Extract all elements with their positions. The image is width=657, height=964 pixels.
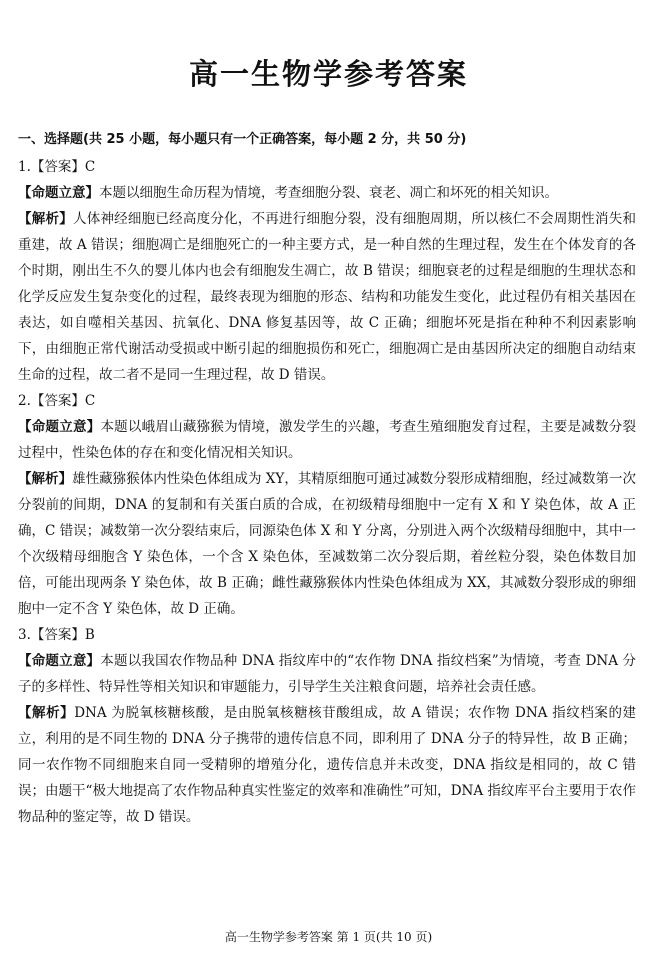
question-2-answer: 2.【答案】C [18, 393, 96, 409]
intent-text: 本题以我国农作物品种 DNA 指纹库中的“农作物 DNA 指纹档案”为情境，考查 DNA 分子的多样性、特异性等相关知识和审题能力，引导学生关注粮食问题，培养社会责任感。 [18, 653, 636, 695]
page-footer: 高一生物学参考答案 第 1 页(共 10 页) [224, 930, 433, 944]
analysis-text: DNA 为脱氧核糖核酸，是由脱氧核糖核苷酸组成，故 A 错误；农作物 DNA 指纹档案的建立，利用的是不同生物的 DNA 分子携带的遗传信息不同，即利用了 DNA 分子的特异性，故 B 正确；同一农作物不同细胞来自同一受精卵的增殖分化，遗传信息并未改变，DNA 指纹是相同的，故 C 错误；由题干“极大地提高了农作物品种真实性鉴定的效率和准确性”可知，DNA 指纹库平台主要用于农作物品种的鉴定等，故 D 错误。 [18, 705, 636, 825]
question-3-analysis [18, 700, 636, 830]
question-1 [18, 154, 636, 388]
question-1-answer: 1.【答案】C [18, 159, 96, 175]
intent-text: 本题以峨眉山藏猕猴为情境，激发学生的兴趣，考查生殖细胞发育过程，主要是减数分裂过程中，性染色体的存在和变化情况相关知识。 [18, 419, 637, 461]
analysis-label: 【解析】 [18, 705, 75, 721]
analysis-label: 【解析】 [18, 211, 73, 227]
section-header: 一、选择题(共 25 小题，每小题只有一个正确答案，每小题 2 分，共 50 分) [18, 132, 467, 147]
intent-label: 【命题立意】 [18, 185, 99, 201]
question-2-analysis [18, 466, 636, 622]
analysis-text: 人体神经细胞已经高度分化，不再进行细胞分裂，没有细胞周期，所以核仁不会周期性消失和重建，故 A 错误；细胞凋亡是细胞死亡的一种主要方式，是一种自然的生理过程，发生在个体发育的各个时期，刚出生不久的婴儿体内也会有细胞发生凋亡，故 B 错误；细胞衰老的过程是细胞的生理状态和化学反应发生复杂变化的过程，最终表现为细胞的形态、结构和功能发生变化，此过程仍有相关基因在表达，如自噬相关基因、抗氧化、DNA 修复基因等，故 C 正确；细胞坏死是指在种种不利因素影响下，由细胞正常代谢活动受损或中断引起的细胞损伤和死亡，细胞凋亡是由基因所决定的细胞自动结束生命的过程，故二者不是同一生理过程，故 D 错误。 [18, 211, 637, 383]
question-3 [18, 622, 636, 830]
question-2-intent [18, 414, 636, 466]
intent-label: 【命题立意】 [18, 653, 101, 669]
intent-label: 【命题立意】 [18, 419, 101, 435]
analysis-label: 【解析】 [18, 471, 73, 487]
question-1-intent [18, 180, 636, 206]
question-1-analysis [18, 206, 636, 388]
page-title: 高一生物学参考答案 [188, 57, 468, 91]
question-3-answer: 3.【答案】B [18, 627, 95, 643]
question-3-intent [18, 648, 636, 700]
intent-text: 本题以细胞生命历程为情境，考查细胞分裂、衰老、凋亡和坏死的相关知识。 [99, 185, 558, 201]
question-2 [18, 388, 636, 622]
analysis-text: 雄性藏猕猴体内性染色体组成为 XY，其精原细胞可通过减数分裂形成精细胞，经过减数第一次分裂前的间期，DNA 的复制和有关蛋白质的合成，在初级精母细胞中一定有 X 和 Y 染色体，故 A 正确，C 错误；减数第一次分裂结束后，同源染色体 X 和 Y 分离，分别进入两个次级精母细胞中，其中一个次级精母细胞含 Y 染色体，一个含 X 染色体，至减数第二次分裂后期，着丝粒分裂，染色体数目加倍，可能出现两条 Y 染色体，故 B 正确；雌性藏猕猴体内性染色体组成为 XX，其减数分裂形成的卵细胞中一定不含 Y 染色体，故 D 正确。 [18, 471, 636, 617]
answer-content [18, 126, 636, 830]
